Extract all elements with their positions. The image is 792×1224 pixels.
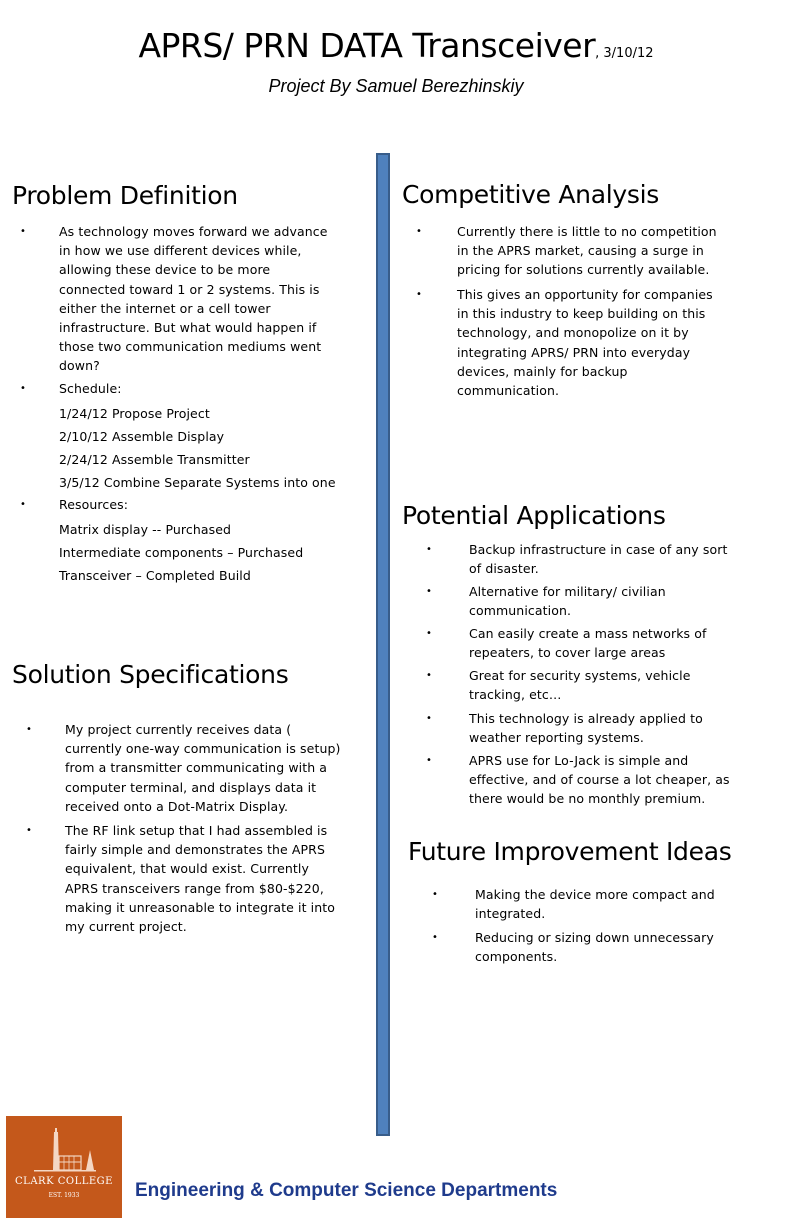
schedule-label: Schedule: <box>59 381 122 396</box>
text-line: APRS transceivers range from $80-$220, <box>65 880 324 896</box>
text-line: Currently there is little to no competition <box>457 224 717 239</box>
text-line: in how we use different devices while, <box>59 243 302 259</box>
text-line: integrated. <box>475 906 546 922</box>
bullet-marker: • <box>426 755 432 766</box>
bullet-marker: • <box>26 724 32 735</box>
resources-label: Resources: <box>59 497 129 512</box>
competitive-bullet-1 <box>457 222 717 280</box>
text-line: those two communication mediums went <box>59 339 322 355</box>
text-line: making it unreasonable to integrate it into <box>65 899 335 915</box>
competitive-section <box>400 222 785 402</box>
text-line: pricing for solutions currently available. <box>457 262 710 278</box>
text-line: of disaster. <box>469 561 539 577</box>
text-line: either the internet or a cell tower <box>59 300 271 316</box>
bullet-marker: • <box>26 825 32 836</box>
schedule-item: 2/24/12 Assemble Transmitter <box>59 452 250 467</box>
competitive-heading: Competitive Analysis <box>402 180 659 209</box>
text-line: communication. <box>469 603 572 619</box>
footer-departments: Engineering & Computer Science Departments <box>135 1180 558 1201</box>
bullet-marker: • <box>432 889 438 900</box>
text-line: devices, mainly for backup <box>457 363 628 379</box>
bullet-marker: • <box>20 383 26 394</box>
text-line: equivalent, that would exist. Currently <box>65 861 309 877</box>
problem-heading: Problem Definition <box>12 181 238 210</box>
logo-est: EST. 1933 <box>48 1192 80 1199</box>
text-line: there would be no monthly premium. <box>469 791 706 807</box>
text-line: APRS use for Lo-Jack is simple and <box>469 753 689 768</box>
resources-list <box>59 518 303 587</box>
poster-subtitle: Project By Samuel Berezhinskiy <box>268 76 524 96</box>
problem-section <box>0 222 370 592</box>
schedule-item: 3/5/12 Combine Separate Systems into one <box>59 475 336 490</box>
schedule-list <box>59 402 336 494</box>
text-line: from a transmitter communicating with a <box>65 760 328 776</box>
applications-heading: Potential Applications <box>402 501 666 530</box>
text-line: allowing these device to be more <box>59 262 271 278</box>
bullet-marker: • <box>416 289 422 300</box>
text-line: fairly simple and demonstrates the APRS <box>65 842 325 858</box>
poster-title <box>0 26 792 65</box>
text-line: in the APRS market, causing a surge in <box>457 243 704 259</box>
title-date: , 3/10/12 <box>595 46 654 61</box>
text-line: Alternative for military/ civilian <box>469 584 666 599</box>
competitive-bullet-2 <box>457 285 713 400</box>
bullet-marker: • <box>20 499 26 510</box>
text-line: computer terminal, and displays data it <box>65 779 317 795</box>
text-line: Making the device more compact and <box>475 887 715 902</box>
text-line: Reducing or sizing down unnecessary <box>475 930 714 945</box>
text-line: my current project. <box>65 919 187 935</box>
clark-college-logo <box>6 1116 122 1218</box>
text-line: components. <box>475 949 558 965</box>
text-line: This gives an opportunity for companies <box>457 287 713 302</box>
text-line: received onto a Dot-Matrix Display. <box>65 798 289 814</box>
application-item <box>469 540 727 578</box>
text-line: connected toward 1 or 2 systems. This is <box>59 281 320 297</box>
bullet-marker: • <box>20 226 26 237</box>
text-line: currently one-way communication is setup) <box>65 741 341 757</box>
text-line: effective, and of course a lot cheaper, as <box>469 772 730 788</box>
text-line: Can easily create a mass networks of <box>469 626 707 641</box>
future-section <box>400 885 785 975</box>
text-line: Backup infrastructure in case of any sort <box>469 542 728 557</box>
future-item <box>475 885 715 923</box>
bullet-marker: • <box>426 544 432 555</box>
application-item <box>469 582 666 620</box>
solution-heading: Solution Specifications <box>12 660 289 689</box>
text-line: in this industry to keep building on this <box>457 306 706 322</box>
application-item <box>469 751 730 809</box>
solution-bullet-1 <box>65 720 341 816</box>
bullet-marker: • <box>426 628 432 639</box>
logo-name: CLARK COLLEGE <box>15 1176 113 1187</box>
application-item <box>469 666 691 704</box>
application-item <box>469 709 703 747</box>
schedule-item: 2/10/12 Assemble Display <box>59 429 225 444</box>
resource-item: Matrix display -- Purchased <box>59 522 232 537</box>
resource-item: Intermediate components – Purchased <box>59 545 304 560</box>
solution-section <box>0 720 370 950</box>
future-item <box>475 928 714 966</box>
text-line: down? <box>59 358 100 374</box>
applications-section <box>400 540 785 820</box>
text-line: tracking, etc… <box>469 687 562 703</box>
text-line: infrastructure. But what would happen if <box>59 320 317 336</box>
tower-icon <box>6 1116 122 1178</box>
text-line: This technology is already applied to <box>469 711 703 726</box>
bullet-marker: • <box>432 932 438 943</box>
text-line: repeaters, to cover large areas <box>469 645 666 661</box>
text-line: communication. <box>457 383 560 399</box>
future-heading: Future Improvement Ideas <box>408 837 732 866</box>
text-line: My project currently receives data ( <box>65 722 292 737</box>
text-line: technology, and monopolize on it by <box>457 325 689 341</box>
text-line: integrating APRS/ PRN into everyday <box>457 344 691 360</box>
column-divider <box>376 153 390 1136</box>
bullet-marker: • <box>426 670 432 681</box>
solution-bullet-2 <box>65 821 335 936</box>
text-line: The RF link setup that I had assembled is <box>65 823 328 838</box>
text-line: Great for security systems, vehicle <box>469 668 691 683</box>
text-line: As technology moves forward we advance <box>59 224 328 239</box>
application-item <box>469 624 706 662</box>
resource-item: Transceiver – Completed Build <box>59 568 251 583</box>
title-text: APRS/ PRN DATA Transceiver <box>138 26 596 65</box>
text-line: weather reporting systems. <box>469 730 644 746</box>
bullet-marker: • <box>426 713 432 724</box>
problem-intro <box>59 222 328 376</box>
bullet-marker: • <box>426 586 432 597</box>
schedule-item: 1/24/12 Propose Project <box>59 406 210 421</box>
bullet-marker: • <box>416 226 422 237</box>
